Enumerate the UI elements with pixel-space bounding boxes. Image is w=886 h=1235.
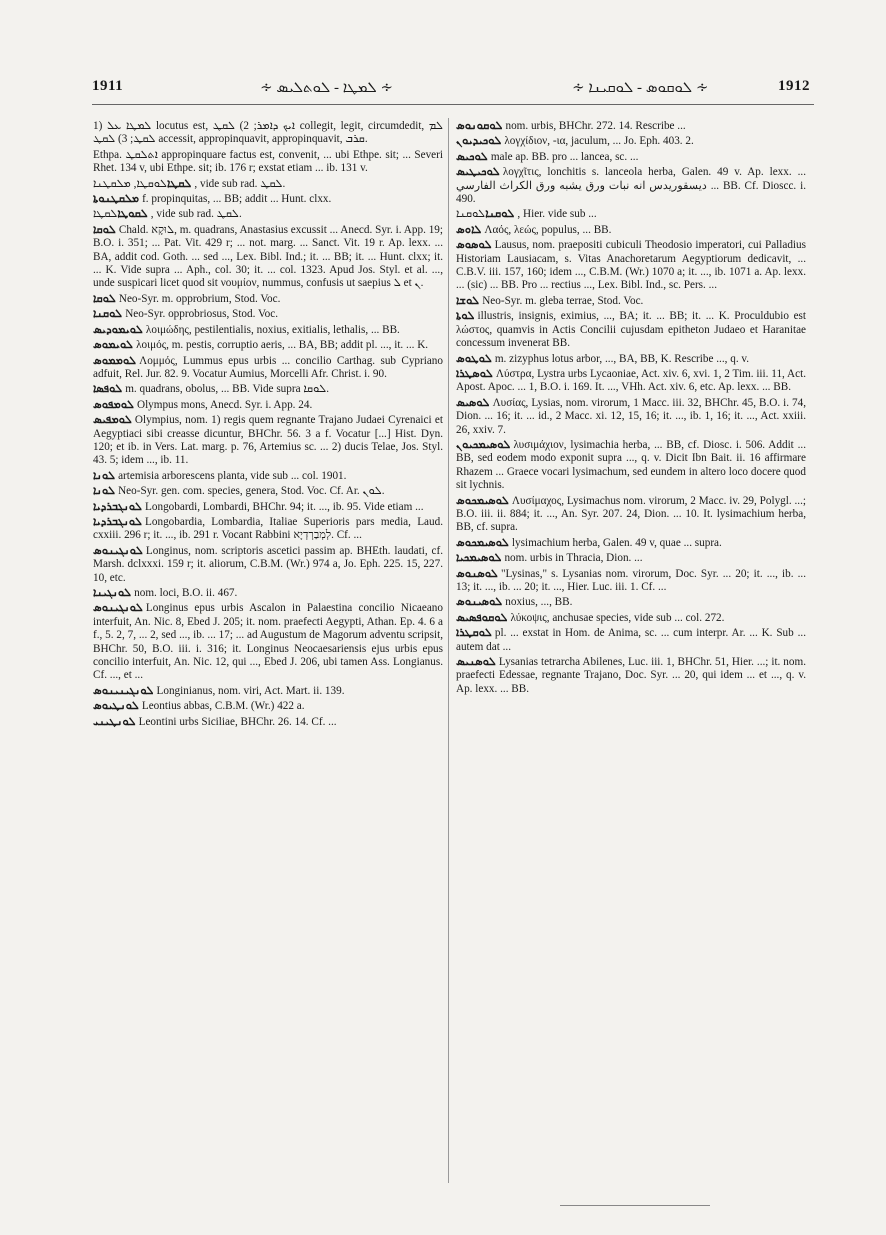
dictionary-entry (93, 293, 443, 306)
entry-text: Longobardi, Lombardi, BHChr. 94; it. ..., ib. 95. Vide etiam ... (145, 500, 424, 513)
dictionary-entry (93, 602, 443, 682)
entry-text: Lysanias tetrarcha Abilenes, Luc. iii. 1, BHChr. 51, Hier. ...; it. nom. praefecti Edessae, regnante Trajano, Doc. Syr. ... 20, qui idem ... et ..., q. v. Ap. lexx. ... BB. (456, 656, 806, 695)
entry-headword: ܠܐܘܣ (456, 223, 482, 236)
entry-text: Longinus, nom. scriptoris ascetici passim ap. BHEth. laudati, cf. Marsh. dclxxxi. 159 r; it. aliorum, C.B.M. (Wr.) 974 a, Jo. Eph. 225. 15, 227. 10, etc. (93, 544, 443, 584)
entry-headword: ܠܩܛܐ (167, 177, 192, 190)
entry-headword: ܠܘܡܦܝܣ (93, 414, 132, 427)
entry-headword: ܠܘܣܛܪܐ (456, 367, 493, 380)
dictionary-entry (93, 224, 443, 291)
dictionary-entry (456, 656, 806, 696)
dictionary-entry (93, 178, 443, 191)
entry-headword: ܠܘܣܝܣ (456, 396, 490, 409)
entry-headword: ܠܘܢܛܝܢܝ (93, 715, 136, 728)
entry-headword: ܠܘܣܝܡܟܝܐ (456, 552, 502, 565)
entry-text: Longinus epus urbis Ascalon in Palaestina concilio Nicaeano interfuit, An. Nic. 8, Ebed J. 205; it. nom. praefecti Aegypti, Athan. Ep. 4. 6 a f., 5. 2, 7, ... 2, sed ..., ib. ... 17; ... ad Augustum de Magorum adventu scripsit, BHChr. 50, B.O. iii. i. 316; it. Longinus Neocaesariensis ejus urbis epus concilio interfuit, An. Nic. 12, qui ..., Ebed J. 206, ubi tamen Ass. Longianus. Cf. ..., et ... (93, 602, 443, 682)
dictionary-entry (93, 685, 443, 698)
entry-headword: ܠܘܣܢܘܣ (456, 567, 498, 580)
entry-text: Neo-Syr. m. gleba terrae, Stod. Voc. (482, 294, 644, 307)
entry-text: lysimachium herba, Galen. 49 v, quae ... supra. (511, 536, 722, 549)
entry-headword: ܠܘܢܓܝܢܘܣ (93, 544, 143, 557)
entry-headword: ܠܘܢܓܒܪܕܝܐ (93, 500, 143, 513)
entry-headword: ܠܘܣܝܡܟܘܣ (456, 536, 509, 549)
dictionary-entry (93, 716, 443, 729)
left-column (93, 120, 443, 731)
entry-text: Λύστρα, Lystra urbs Lycaoniae, Act. xiv. 6, xvi. 1, 2 Tim. iii. 11, Act. Apost. Apoc. ... 1, B.O. i. 169. It. ..., VHh. Act. xiv. 6, etc. Ap. lexx. ... BB. (456, 367, 806, 394)
entry-text: 1) ܠܡܛܐ ܥܠ locutus est, ܐܝܟ ܕܐܡܪ; 2) ܠܩܛ collegit, legit, circumdedit, ܠܡ ܠܩܛ; 3) ܠܩܛ accessit, appropinquavit, appropinquavit, ܩܪܒ. (93, 120, 444, 146)
dictionary-entry (93, 120, 443, 147)
entry-headword: ܠܘܝܡܘܣ (93, 339, 134, 352)
entry-text: ܠܩܛܐ, vide sub rad. ܠܩܛ. (93, 208, 242, 221)
dictionary-entry (456, 439, 806, 493)
entry-headword: ܠܘܩܐ (93, 223, 116, 236)
entry-headword: ܠܘܣܢܝܣ (456, 656, 496, 669)
entry-headword: ܠܘܢܛܝܘܣ (93, 700, 139, 713)
entry-headword: ܠܘܛܘܣ (456, 352, 492, 365)
entry-headword: ܠܘܦܣܐ (93, 383, 123, 396)
entry-text: Λυσίας, Lysias, nom. virorum, 1 Macc. iii. 32, BHChr. 45, B.O. i. 74, Dion. ... 16; it. ... id., 2 Macc. xi. 12, 15, 16; it. ..., ib. 1, 16; it. ..., Act. xxiii. 26, xxiv. 7. (456, 396, 806, 436)
dictionary-entry (456, 208, 806, 221)
entry-text: Neo-Syr. gen. com. species, genera, Stod. Voc. Cf. Ar. ܠܘܢ. (118, 485, 385, 498)
dictionary-entry (93, 700, 443, 713)
entry-headword: ܠܘܩܢܐ (93, 308, 123, 321)
entry-text: illustris, insignis, eximius, ..., BA; it. ... BB; it. ... K. Proculdubio est λώστος, quamvis in Actis Concilii cujusdam epitheton Judaeo et Haranitae concessum invenerat BB. (456, 310, 806, 350)
entry-text: "Lysinas," s. Lysanias nom. virorum, Doc. Syr. ... 20; it. ..., ib. ... 13; it. ..., ib. ... 20; it. ..., Hier. Luc. iii. 1. Cf. ... (456, 567, 806, 593)
dictionary-entry (93, 470, 443, 483)
entry-text: Olympius, nom. 1) regis quem regnante Trajano Judaei Cyrenaici et Aegyptiaci sibi creasse dicuntur, BHChr. 56. 3 a f. Vocatur [...] Hist. Dyn. 120; et ib. in Vers. Lat. marg. p. 76, Artemius sc. ... 2) ducis Telae, Jos. Styl. 43. 5; idem ..., ib. 11. (93, 414, 443, 467)
entry-text: ܠܘܩܛܐ, ܡܠܩܛܢܐ, vide sub rad. ܠܩܛ. (93, 177, 286, 190)
page-number-left: 1911 (92, 78, 124, 94)
entry-text: λοιμός, m. pestis, corruptio aeris, ... BA, BB; addit pl. ..., it. ... K. (136, 339, 429, 352)
dictionary-entry (456, 224, 806, 237)
entry-headword: ܠܘܡܦܘܣ (93, 398, 134, 411)
dictionary-entry (93, 399, 443, 412)
entry-headword: ܠܩܘܛܐ (117, 208, 148, 221)
dictionary-entry (456, 397, 806, 437)
entry-headword: ܠܘܢܓܝܢܝܢܘܣ (93, 684, 154, 697)
dictionary-entry (93, 414, 443, 468)
dictionary-entry (93, 355, 443, 382)
entry-headword: ܠܘܢܐ (93, 469, 116, 482)
entry-text: λοιμώδης, pestilentialis, noxius, exitialis, lethalis, ... BB. (145, 323, 400, 336)
dictionary-entry (456, 239, 806, 293)
entry-text: male ap. BB. pro ... lancea, sc. ... (490, 150, 639, 163)
entry-headword: ܠܘܢܓܝܢܐ (93, 587, 132, 599)
entry-headword: ܠܘܢܐ (93, 485, 116, 498)
entry-headword: ܠܘܝܡܘܕܝܣ (93, 323, 143, 336)
dictionary-entry (93, 324, 443, 337)
entry-text: Longinianus, nom. viri, Act. Mart. ii. 139. (156, 684, 345, 697)
column-divider (448, 118, 449, 1183)
dictionary-entry (456, 537, 806, 550)
entry-text: Neo-Syr. opprobriosus, Stod. Voc. (125, 308, 279, 321)
dictionary-entry (456, 166, 806, 206)
entry-headword: ܠܘܟܝܛܝܣ (456, 166, 500, 179)
entry-headword: ܠܘܣܘܣ (456, 239, 492, 252)
dictionary-entry (456, 552, 806, 565)
entry-text: λυσιμάχιον, lysimachia herba, ... BB, cf. Diosc. i. 506. Addit ... BB, sed eodem modo exponit supra ..., q. v. Dicit Ibn Bait. ii. 16 affirmare Rhazem ... Graece vocari lysimachum, sed eundem in altero loco docere quod sit lychnis. (456, 438, 806, 492)
entry-text: Leontini urbs Siciliae, BHChr. 26. 14. Cf. ... (138, 715, 337, 728)
entry-text: Λαός, λεώς, populus, ... BB. (484, 223, 612, 236)
dictionary-entry (93, 516, 443, 543)
entry-text: Ethpa. ܐܬܠܩܛ appropinquare factus est, convenit, ... ubi Ethpe. sit; ... Severi Rhet. 134 v, ubi Ethpe. sit; ib. 176 r; exstat etiam ... ib. 131 v. (93, 148, 443, 175)
entry-headword: ܠܘܩܛܪܐ (456, 627, 492, 640)
dictionary-entry (93, 208, 443, 221)
dictionary-entry (456, 135, 806, 148)
dictionary-entry (456, 295, 806, 308)
entry-headword: ܠܘܣܝܡܟܘܣ (456, 494, 509, 507)
entry-text: λύκοψις, anchusae species, vide sub ... col. 272. (510, 611, 725, 624)
entry-headword: ܠܘܬܐ (456, 310, 475, 323)
entry-text: Leontius abbas, C.B.M. (Wr.) 422 a. (141, 700, 305, 713)
dictionary-entry (456, 596, 806, 609)
entry-headword: ܠܘܢܓܒܪܕܝܐ (93, 515, 143, 528)
entry-text: m. zizyphus lotus arbor, ..., BA, BB, K. Rescribe ..., q. v. (494, 352, 750, 365)
entry-headword: ܠܘܢܓܝܢܘܣ (93, 602, 143, 615)
entry-text: noxius, ..., BB. (505, 596, 573, 609)
dictionary-entry (456, 151, 806, 164)
entry-headword: ܠܘܣܝܢܘܣ (456, 596, 503, 609)
entry-text: f. propinquitas, ... BB; addit ... Hunt. clxx. (142, 193, 332, 206)
entry-headword: ܠܘܩܘܦܣܝܣ (456, 611, 508, 624)
entry-text: Neo-Syr. m. opprobrium, Stod. Voc. (118, 292, 281, 305)
entry-headword: ܠܘܟܝܕܝܘܢ (456, 135, 502, 148)
entry-text: Chald. ܠוּקָא, m. quadrans, Anastasius excussit ... Anecd. Syr. i. App. 19; B.O. i. 351; ... Pat. Vit. 429 r; ... not. marg. ... Sanct. Vit. 19 r. Ap. lexx. ... BA, addit cod. Goth. ... sed ..., Lex. Bibl. Ind.; it. ... BB; it. ... Hunt. clxx; it. ... K. Vide supra ... Aph., col. 30; it. ... col. 1323. Apud Jos. Styl. et al. ..., unde suspicari licet quod sit νουμίον, nummus, confusis ut saepius ܠ et ܢ. (93, 223, 444, 290)
entry-headword: ܠܘܩܐ (93, 292, 116, 305)
entry-headword: ܠܘܩܘܢܘܣ (456, 120, 503, 132)
dictionary-entry (456, 568, 806, 595)
dictionary-entry (93, 383, 443, 396)
entry-text: pl. ... exstat in Hom. de Anima, sc. ... cum interpr. Ar. ... K. Sub ... autem dat ... (456, 627, 806, 653)
dictionary-entry (93, 587, 443, 600)
entry-text: Λομμός, Lummus epus urbis ... concilio Carthag. sub Cypriano adfuit, Rel. Jur. 82. 9. Vocatur Aumius, Morcelli Afr. Christ. i. 90. (93, 354, 443, 380)
dictionary-entry (456, 310, 806, 350)
entry-text: ܠܘܩܢܐ, Hier. vide sub ... (456, 208, 597, 221)
footer-rule (560, 1205, 710, 1206)
dictionary-entry (456, 495, 806, 535)
dictionary-entry (456, 368, 806, 395)
entry-text: artemisia arborescens planta, vide sub ... col. 1901. (118, 469, 347, 482)
entry-text: Longobardia, Lombardia, Italiae Superioris pars media, Laud. cxxiii. 296 r; it. ..., ib. 291 r. Vocant Rabbini לְמְבַרְדְיָא. Cf. ... (93, 515, 443, 542)
dictionary-entry (93, 149, 443, 176)
entry-headword: ܠܘܟܝܣ (456, 150, 488, 163)
dictionary-entry (93, 545, 443, 585)
dictionary-entry (456, 353, 806, 366)
dictionary-entry (456, 627, 806, 654)
dictionary-entry (456, 612, 806, 625)
right-column (456, 120, 806, 698)
dictionary-entry (93, 501, 443, 514)
dictionary-entry (93, 339, 443, 352)
entry-text: m. quadrans, obolus, ... BB. Vide supra ܠܘܩܐ. (125, 383, 330, 396)
entry-text: nom. urbis, BHChr. 272. 14. Rescribe ... (505, 120, 686, 132)
entry-headword: ܡܠܩܛܢܘܬܐ (93, 193, 140, 206)
dictionary-entry (93, 308, 443, 321)
dictionary-entry (93, 193, 443, 206)
dictionary-entry (93, 485, 443, 498)
page-header (92, 78, 810, 102)
entry-headword: ܠܘܩܢܐ (485, 208, 515, 221)
entry-text: Olympus mons, Anecd. Syr. i. App. 24. (136, 398, 313, 411)
page-number-right: 1912 (778, 78, 810, 94)
entry-text: Lausus, nom. praepositi cubiculi Theodosio imperatori, cui Palladius Historiam Lausiacam, s. Vitas Anachoretarum Aegyptiorum dedicavit, ... C.B.V. iii. 157, 160; idem ..., C.B.M. (Wr.) 1070 a; it. ..., ib. 1071 a. Ap. lexx. ... (sic) ... BB. Pro ... rectius ..., Lex. Bibl. Ind., sc. Pers. ... (456, 239, 806, 292)
entry-text: λογχίδιον, -ια, jaculum, ... Jo. Eph. 403. 2. (504, 135, 694, 148)
entry-headword: ܠܘܡܡܘܣ (93, 354, 137, 367)
running-head-right: ∻ ܠܘܩܘܣ - ܠܘܩܝܢܐ ∻ (572, 80, 709, 96)
entry-text: Λυσίμαχος, Lysimachus nom. virorum, 2 Macc. iv. 29, Polygl. ...; B.O. iii. ii. 884; it. ..., An. Syr. 207. 24, Dion. ... 10. It. lysimachium herba, BB, cf. supra. (456, 494, 806, 534)
entry-text: nom. loci, B.O. ii. 467. (134, 587, 238, 599)
entry-headword: ܠܘܣܝܡܟܝܘܢ (456, 438, 511, 451)
running-head-left: ∻ ܠܡܛܐ - ܠܘܬܠܝܣ ∻ (260, 80, 393, 96)
dictionary-entry (456, 120, 806, 133)
header-rule (92, 104, 814, 105)
entry-headword: ܠܘܫܐ (456, 294, 480, 307)
entry-text: nom. urbis in Thracia, Dion. ... (504, 552, 643, 565)
entry-text: λογχῖτις, lonchitis s. lanceola herba, Galen. 49 v. Ap. lexx. ... ديسقوريدس انه نبات ورق يشبه ورق الكراث الفارسي ... BB. Cf. Dioscc. i. 490. (456, 166, 806, 206)
